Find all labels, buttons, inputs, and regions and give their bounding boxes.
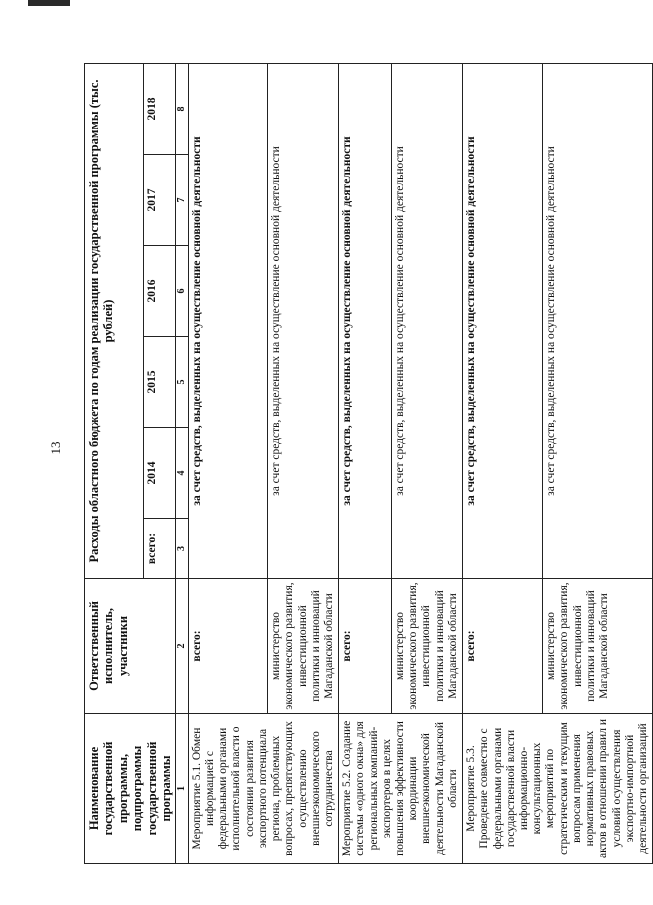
- index-row: [176, 64, 189, 864]
- funding-total-text: за счет средств, выделенных на осуществление основной деятельности: [188, 64, 267, 579]
- header-year-2017: 2017: [144, 155, 176, 246]
- funding-participant-text: за счет средств, выделенных на осуществление основной деятельности: [268, 64, 339, 579]
- responsible-total: всего:: [339, 579, 392, 714]
- table-row: [339, 64, 392, 864]
- activity-name: Мероприятие 5.1. Обмен информацией с федеральными органами исполнительной власти о состоянии развития экспортного потенциала региона, проблемных вопросах, препятствующих осуществлению внешнеэкономического сотрудничества: [188, 714, 338, 864]
- index-cell: 4: [176, 428, 189, 519]
- funding-participant-text: за счет средств, выделенных на осуществление основной деятельности: [543, 64, 653, 579]
- participant: министерство экономического развития, инвестиционной политики и инноваций Магаданской области: [392, 579, 463, 714]
- header-year-2016: 2016: [144, 246, 176, 337]
- header-year-2018: 2018: [144, 64, 176, 155]
- index-cell: 5: [176, 337, 189, 428]
- header-responsible: Ответственный исполнитель, участники: [85, 579, 176, 714]
- table-row: [188, 64, 267, 864]
- participant: министерство экономического развития, инвестиционной политики и инноваций Магаданской области: [268, 579, 339, 714]
- index-cell: 2: [176, 579, 189, 714]
- index-cell: 7: [176, 155, 189, 246]
- activity-name: Мероприятие 5.2. Создание системы «одного окна» для региональных компаний-экспортеров в целях повышения эффективности координации внешнеэкономической деятельности Магаданской области: [339, 714, 463, 864]
- index-cell: 8: [176, 64, 189, 155]
- scan-mark: [28, 0, 70, 6]
- header-row: [85, 64, 144, 864]
- responsible-total: всего:: [188, 579, 267, 714]
- funding-participant-text: за счет средств, выделенных на осуществление основной деятельности: [392, 64, 463, 579]
- activity-name: Мероприятие 5.3. Проведение совместно с федеральными органами государственной власти информационно-консультационных мероприятий по стратегическим и текущим вопросам применения нормативных правовых актов в отношении правил и условий осуществления экспортно-импортной деятельности организаций: [463, 714, 653, 864]
- funding-total-text: за счет средств, выделенных на осуществление основной деятельности: [463, 64, 543, 579]
- index-cell: 6: [176, 246, 189, 337]
- participant: министерство экономического развития, инвестиционной политики и инноваций Магаданской области: [543, 579, 653, 714]
- funding-total-text: за счет средств, выделенных на осуществление основной деятельности: [339, 64, 392, 579]
- table-row: [463, 64, 543, 864]
- header-total: всего:: [144, 519, 176, 579]
- index-cell: 3: [176, 519, 189, 579]
- header-year-2014: 2014: [144, 428, 176, 519]
- header-year-2015: 2015: [144, 337, 176, 428]
- header-budget: Расходы областного бюджета по годам реализации государственной программы (тыс. рублей): [85, 64, 144, 579]
- responsible-total: всего:: [463, 579, 543, 714]
- page-number: 13: [48, 441, 63, 455]
- rotated-table-area: [84, 64, 649, 864]
- program-table: [84, 63, 653, 864]
- header-name: Наименование государственной программы, подпрограммы государственной программы: [85, 714, 176, 864]
- index-cell: 1: [176, 714, 189, 864]
